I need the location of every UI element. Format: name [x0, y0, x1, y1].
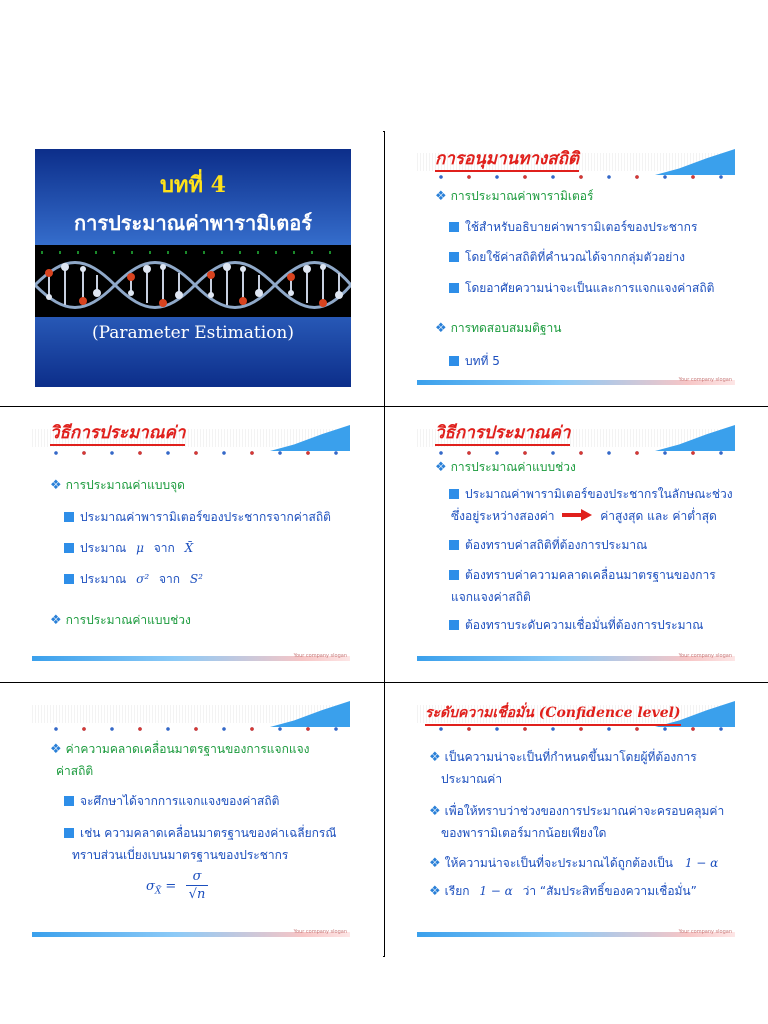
bullet-text: จะศึกษาได้จากการแจกแจงของค่าสถิติ — [80, 794, 280, 808]
slide-title: วิธีการประมาณค่า — [50, 423, 185, 446]
math-mu: μ — [136, 541, 144, 555]
header-dots-red — [56, 451, 346, 455]
math-one-minus-alpha: 1 − α — [684, 856, 719, 870]
bullet-text: ซึ่งอยู่ระหว่างสองค่า — [451, 509, 555, 523]
math-one-minus-alpha: 1 − α — [479, 884, 513, 898]
footer-slogan: Your company slogan — [293, 653, 347, 659]
math-sigma-squared: σ² — [136, 572, 150, 586]
slide-title: วิธีการประมาณค่า — [435, 423, 570, 446]
bullet-level2 — [449, 567, 716, 583]
diamond-cluster-icon: ❖ — [429, 884, 441, 899]
blue-square-icon — [449, 620, 459, 630]
bullet-level2 — [449, 219, 697, 235]
bullet-text: การประมาณค่าแบบจุด — [65, 478, 185, 492]
diamond-cluster-icon: ❖ — [50, 613, 62, 628]
footer-slogan: Your company slogan — [678, 929, 732, 935]
diamond-cluster-icon: ❖ — [50, 478, 62, 493]
bullet-level2 — [449, 486, 733, 502]
bullet-level2 — [449, 249, 685, 265]
footer-slogan: Your company slogan — [678, 377, 732, 383]
bullet-level1 — [429, 855, 718, 872]
right-arrow-icon — [562, 509, 592, 521]
blue-square-icon — [64, 796, 74, 806]
blue-square-icon — [64, 512, 74, 522]
bullet-text: เพื่อให้ทราบว่าช่วงของการประมาณค่าจะครอบคลุมค่า — [444, 804, 725, 818]
bullet-level1 — [50, 477, 185, 494]
bullet-continuation: ทราบส่วนเบี่ยงเบนมาตรฐานของประชากร — [72, 848, 289, 862]
bullet-level1 — [435, 188, 593, 205]
bullet-continuation — [451, 508, 717, 524]
blue-square-icon — [64, 574, 74, 584]
blue-square-icon — [449, 540, 459, 550]
bullet-text: จาก — [158, 572, 181, 586]
cover-panel — [35, 149, 351, 387]
blue-square-icon — [449, 489, 459, 499]
bullet-level2 — [64, 540, 193, 556]
bullet-text: ค่าสูงสุด และ ค่าต่ำสุด — [600, 509, 717, 523]
header-band — [32, 701, 350, 729]
header-dots-red — [441, 727, 731, 731]
header-dots-red — [441, 175, 731, 179]
bullet-level1 — [429, 803, 724, 820]
bullet-text: เช่น ความคลาดเคลื่อนมาตรฐานของค่าเฉลี่ยกรณี — [80, 826, 337, 840]
bullet-text: เรียก — [444, 884, 470, 898]
bullet-text: ใช้สำหรับอธิบายค่าพารามิเตอร์ของประชากร — [465, 220, 698, 234]
bullet-text: โดยอาศัยความน่าจะเป็นและการแจกแจงค่าสถิติ — [465, 281, 715, 295]
bullet-level1 — [429, 749, 697, 766]
cover-title: การประมาณค่าพารามิเตอร์ — [74, 211, 312, 235]
slide-5: ❖ ค่าความคลาดเคลื่อนมาตรฐานของการแจกแจง ค่าสถิติ จะศึกษาได้จากการแจกแจงของค่าสถิติ เช่น ความคลาดเคลื่อนมาตรฐานของค่าเฉลี่ยกรณี ทราบส่วนเบี่ยงเบนมาตรฐานของประชากร $\sigma_{X̄}$ = σ √n Your company slogan — [0, 683, 383, 958]
diamond-cluster-icon: ❖ — [429, 856, 441, 871]
footer-slogan: Your company slogan — [678, 653, 732, 659]
bullet-level1 — [435, 459, 576, 476]
bullet-continuation: แจกแจงค่าสถิติ — [451, 590, 531, 604]
math-xbar: X̄ — [184, 541, 194, 555]
slide-title: การอนุมานทางสถิติ — [435, 149, 579, 172]
bullet-text: ค่าความคลาดเคลื่อนมาตรฐานของการแจกแจง — [65, 742, 310, 756]
bullet-continuation: ของพารามิเตอร์มากน้อยเพียงใด — [441, 826, 607, 840]
bullet-text: การทดสอบสมมติฐาน — [450, 321, 562, 335]
diamond-cluster-icon: ❖ — [435, 321, 447, 336]
blue-square-icon — [449, 252, 459, 262]
bullet-level1 — [50, 741, 309, 758]
blue-square-icon — [449, 570, 459, 580]
blue-square-icon — [64, 828, 74, 838]
bullet-text: จาก — [153, 541, 175, 555]
slide-2 — [385, 131, 768, 406]
diamond-cluster-icon: ❖ — [50, 742, 62, 757]
blue-square-icon — [449, 283, 459, 293]
header-dots-red — [56, 727, 346, 731]
bullet-text: ประมาณค่าพารามิเตอร์ของประชากรในลักษณะช่วง — [465, 487, 733, 501]
slide-title: ระดับความเชื่อมั่น (Confidence level) — [425, 703, 681, 726]
diamond-cluster-icon: ❖ — [435, 460, 447, 475]
bullet-text: โดยใช้ค่าสถิติที่คำนวณได้จากกลุ่มตัวอย่าง — [465, 250, 685, 264]
slide-1-cover — [0, 131, 383, 406]
bullet-text: ต้องทราบค่าความคลาดเคลื่อนมาตรฐานของการ — [465, 568, 716, 582]
bullet-text: ประมาณค่าพารามิเตอร์ของประชากรจากค่าสถิติ — [80, 510, 331, 524]
bullet-text: ต้องทราบระดับความเชื่อมั่นที่ต้องการประมาณ — [465, 618, 704, 632]
formula-numerator: σ — [186, 869, 208, 886]
slide-4 — [385, 407, 768, 682]
formula-denominator: √n — [188, 887, 206, 902]
diamond-cluster-icon: ❖ — [429, 804, 441, 819]
cover-subtitle: (Parameter Estimation) — [91, 323, 295, 343]
blue-square-icon — [64, 543, 74, 553]
bullet-text: การประมาณค่าแบบช่วง — [65, 613, 191, 627]
formula-lhs: σ — [146, 879, 155, 894]
blue-square-icon — [449, 356, 459, 366]
dna-helix-icon — [35, 245, 351, 317]
bullet-level1 — [50, 612, 191, 629]
math-s-squared: S² — [189, 572, 203, 586]
bullet-continuation: ค่าสถิติ — [56, 764, 94, 778]
blue-square-icon — [449, 222, 459, 232]
bullet-level2 — [64, 793, 279, 809]
bullet-text: ให้ความน่าจะเป็นที่จะประมาณได้ถูกต้องเป็น — [444, 856, 673, 870]
footer-slogan: Your company slogan — [293, 929, 347, 935]
diamond-cluster-icon: ❖ — [429, 750, 441, 765]
header-dots-red — [441, 451, 731, 455]
slide-grid — [0, 131, 768, 957]
bullet-continuation: ประมาณค่า — [441, 772, 503, 786]
slide-6 — [385, 683, 768, 958]
bullet-level2 — [449, 280, 714, 296]
bullet-level2 — [449, 353, 500, 369]
bullet-text: การประมาณค่าแบบช่วง — [450, 460, 576, 474]
slide-3 — [0, 407, 383, 682]
bullet-level2 — [64, 509, 331, 525]
bullet-level2 — [64, 571, 203, 587]
formula-subscript: X̄ — [154, 886, 162, 897]
bullet-level2 — [64, 825, 336, 841]
bullet-level1 — [429, 883, 697, 900]
bullet-text: เป็นความน่าจะเป็นที่กำหนดขึ้นมาโดยผู้ที่ต้องการ — [444, 750, 697, 764]
bullet-text: ประมาณ — [80, 541, 127, 555]
bullet-level2 — [449, 617, 703, 633]
bullet-level2 — [449, 537, 647, 553]
dna-helix-image — [35, 245, 351, 317]
bullet-level1 — [435, 320, 561, 337]
bullet-text: การประมาณค่าพารามิเตอร์ — [450, 189, 594, 203]
chapter-label: บทที่ 4 — [160, 172, 226, 198]
bullet-text: ประมาณ — [80, 572, 127, 586]
diamond-cluster-icon: ❖ — [435, 189, 447, 204]
bullet-text: ว่า “สัมประสิทธิ์ของความเชื่อมั่น” — [522, 884, 697, 898]
bullet-text: บทที่ 5 — [465, 354, 500, 368]
bullet-text: ต้องทราบค่าสถิติที่ต้องการประมาณ — [465, 538, 648, 552]
